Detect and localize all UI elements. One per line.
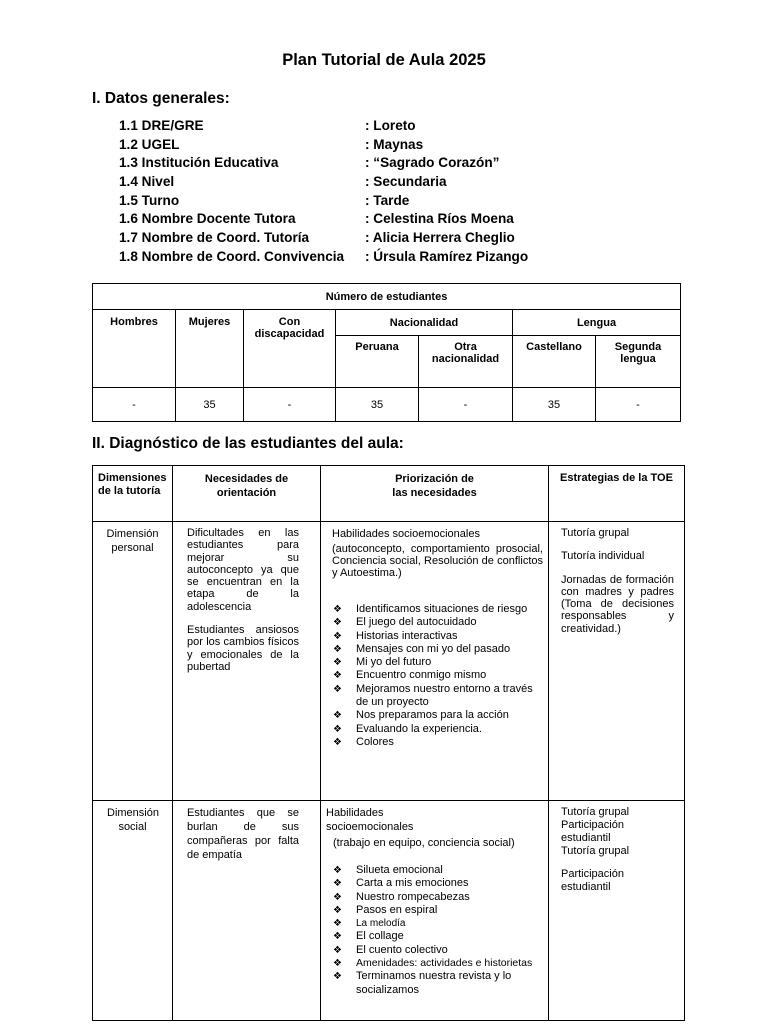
bullet-icon: ❖ [333,904,342,916]
actividad-label: El cuento colectivo [356,943,448,956]
estrategia-text: Tutoría grupal [561,806,630,818]
bullet-icon: ❖ [333,723,342,735]
list-item [332,603,543,616]
priorizacion-cell [321,801,549,1021]
list-item [332,904,543,917]
header-hombres: Hombres [93,310,176,388]
datos-label: 1.5 Turno [119,192,180,208]
estrategia-text: Participación estudiantil [561,868,624,893]
estrategia-text: Tutoría individual [561,550,645,563]
estrategias-cell [549,522,685,801]
dimension-label: Dimensión social [107,807,159,833]
datos-value: : Celestina Ríos Moena [365,211,514,227]
section-datos-generales-heading: I. Datos generales: [92,90,230,107]
bullet-icon: ❖ [333,971,342,983]
list-item [332,683,543,710]
bullet-icon: ❖ [333,944,342,956]
list-item [332,957,543,970]
datos-value: : Úrsula Ramírez Pizango [365,248,529,264]
necesidades-cell [173,522,321,801]
datos-value: : Secundaria [365,174,447,190]
students-table-title: Número de estudiantes [93,284,681,310]
header-castellano: Castellano [513,336,596,388]
necesidades-cell [173,801,321,1021]
value-mujeres: 35 [176,388,244,422]
bullet-icon: ❖ [333,670,342,682]
datos-value: : Alicia Herrera Cheglio [365,230,515,246]
actividad-label: Silueta emocional [356,864,443,876]
list-item [332,616,543,629]
list-item [332,723,543,736]
header-priorizacion-line1: Priorización de [395,473,474,485]
actividad-label: Nos preparamos para la acción [356,709,509,722]
actividades-list [332,603,543,749]
value-segunda-lengua: - [596,388,681,422]
actividad-label: Evaluando la experiencia. [356,722,482,735]
datos-row [119,211,569,230]
header-mujeres: Mujeres [176,310,244,388]
list-item [332,944,543,957]
header-nacionalidad: Nacionalidad [336,310,513,336]
list-item [332,630,543,643]
bullet-icon: ❖ [333,736,342,748]
header-estrategias: Estrategias de la TOE [549,466,685,522]
datos-label: 1.2 UGEL [119,136,180,152]
list-item [332,709,543,722]
actividad-label: Pasos en espiral [356,903,438,916]
header-priorizacion-line2: las necesidades [392,487,477,499]
list-item [332,891,543,904]
dimension-cell [93,801,173,1021]
list-item [332,917,543,930]
datos-row [119,193,569,212]
bullet-icon: ❖ [333,617,342,629]
habilidades-detail: (autoconcepto, comportamiento prosocial, Conciencia social, Resolución de conflictos y Autoestima.) [332,543,543,579]
estrategias-cell [549,801,685,1021]
datos-value: : “Sagrado Corazón” [365,155,500,171]
bullet-icon: ❖ [333,931,342,943]
value-castellano: 35 [513,388,596,422]
datos-row [119,137,569,156]
list-item [332,930,543,943]
estrategia-text: Tutoría grupal [561,527,630,539]
actividad-label: Identificamos situaciones de riesgo [356,603,528,615]
bullet-icon: ❖ [333,683,342,695]
bullet-icon: ❖ [333,878,342,890]
section-diagnostico-heading: II. Diagnóstico de las estudiantes del aula: [92,435,404,452]
header-priorizacion [321,466,549,522]
bullet-icon: ❖ [333,865,342,876]
bullet-icon: ❖ [333,958,342,970]
datos-label: 1.3 Institución Educativa [119,155,279,171]
datos-row [119,249,569,268]
dimension-label: Dimensión personal [106,528,159,554]
diagnostico-table [92,465,685,1021]
datos-generales-list [119,118,569,268]
datos-value: : Maynas [365,136,424,152]
dimension-cell [93,522,173,801]
habilidades-title: Habilidades socioemocionales [326,807,414,833]
actividad-label: Encuentro conmigo mismo [356,669,487,682]
actividad-label: Terminamos nuestra revista y lo socializamos [356,970,512,996]
necesidad-text: Dificultades en las estudiantes para mejorar su autoconcepto ya que se encuentran en la etapa de la adolescencia [187,527,299,613]
datos-row [119,174,569,193]
actividad-label: Mejoramos nuestro entorno a través de un proyecto [356,682,533,709]
value-otra-nacionalidad: - [419,388,513,422]
actividad-label: El collage [356,930,404,943]
datos-label: 1.6 Nombre Docente Tutora [119,211,296,227]
actividad-label: Amenidades: actividades e historietas [356,957,533,970]
header-segunda-lengua: Segunda lengua [596,336,681,388]
header-dimensiones: Dimensiones de la tutoría [93,466,173,522]
header-con-discapacidad: Con discapacidad [244,310,336,388]
value-hombres: - [93,388,176,422]
datos-row [119,118,569,137]
actividad-label: Mensajes con mi yo del pasado [356,642,511,655]
value-peruana: 35 [336,388,419,422]
list-item [332,736,543,749]
list-item [332,877,543,890]
bullet-icon: ❖ [333,657,342,669]
bullet-icon: ❖ [333,918,342,930]
bullet-icon: ❖ [333,891,342,903]
bullet-icon: ❖ [333,643,342,655]
value-con-discapacidad: - [244,388,336,422]
actividades-list [326,864,543,997]
header-peruana: Peruana [336,336,419,388]
list-item [332,643,543,656]
datos-label: 1.8 Nombre de Coord. Convivencia [119,248,345,264]
actividad-label: Mi yo del futuro [356,656,432,669]
datos-label: 1.1 DRE/GRE [119,118,204,133]
datos-label: 1.7 Nombre de Coord. Tutoría [119,230,310,246]
header-lengua: Lengua [513,310,681,336]
list-item [332,669,543,682]
datos-row [119,155,569,174]
actividad-label: El juego del autocuidado [356,616,477,629]
habilidades-detail: (trabajo en equipo, conciencia social) [333,837,515,849]
datos-label: 1.4 Nivel [119,174,175,190]
habilidades-title: Habilidades socioemocionales [332,528,480,540]
estrategia-text: Participación estudiantil [561,819,624,844]
actividad-label: La melodía [356,918,406,930]
estrategia-text: Jornadas de formación con madres y padres (Toma de decisiones responsables y creatividad.) [561,573,674,635]
students-count-table [92,283,681,422]
header-otra-nacionalidad: Otra nacionalidad [419,336,513,388]
list-item [332,970,543,997]
actividad-label: Nuestro rompecabezas [356,890,470,903]
estrategia-text: Tutoría grupal [561,845,630,857]
page-title: Plan Tutorial de Aula 2025 [282,51,486,69]
actividad-label: Carta a mis emociones [356,877,469,890]
header-necesidades: Necesidades de orientación [173,466,321,522]
datos-value: : Loreto [365,118,416,133]
datos-row [119,230,569,249]
actividad-label: Historias interactivas [356,629,458,642]
datos-value: : Tarde [365,192,410,208]
list-item [332,864,543,877]
bullet-icon: ❖ [333,604,342,615]
bullet-icon: ❖ [333,710,342,722]
list-item [332,656,543,669]
bullet-icon: ❖ [333,630,342,642]
necesidad-text: Estudiantes que se burlan de sus compañeras por falta de empatía [187,807,299,861]
priorizacion-cell [321,522,549,801]
necesidad-text: Estudiantes ansiosos por los cambios físicos y emocionales de la pubertad [187,624,299,673]
actividad-label: Colores [356,735,394,748]
